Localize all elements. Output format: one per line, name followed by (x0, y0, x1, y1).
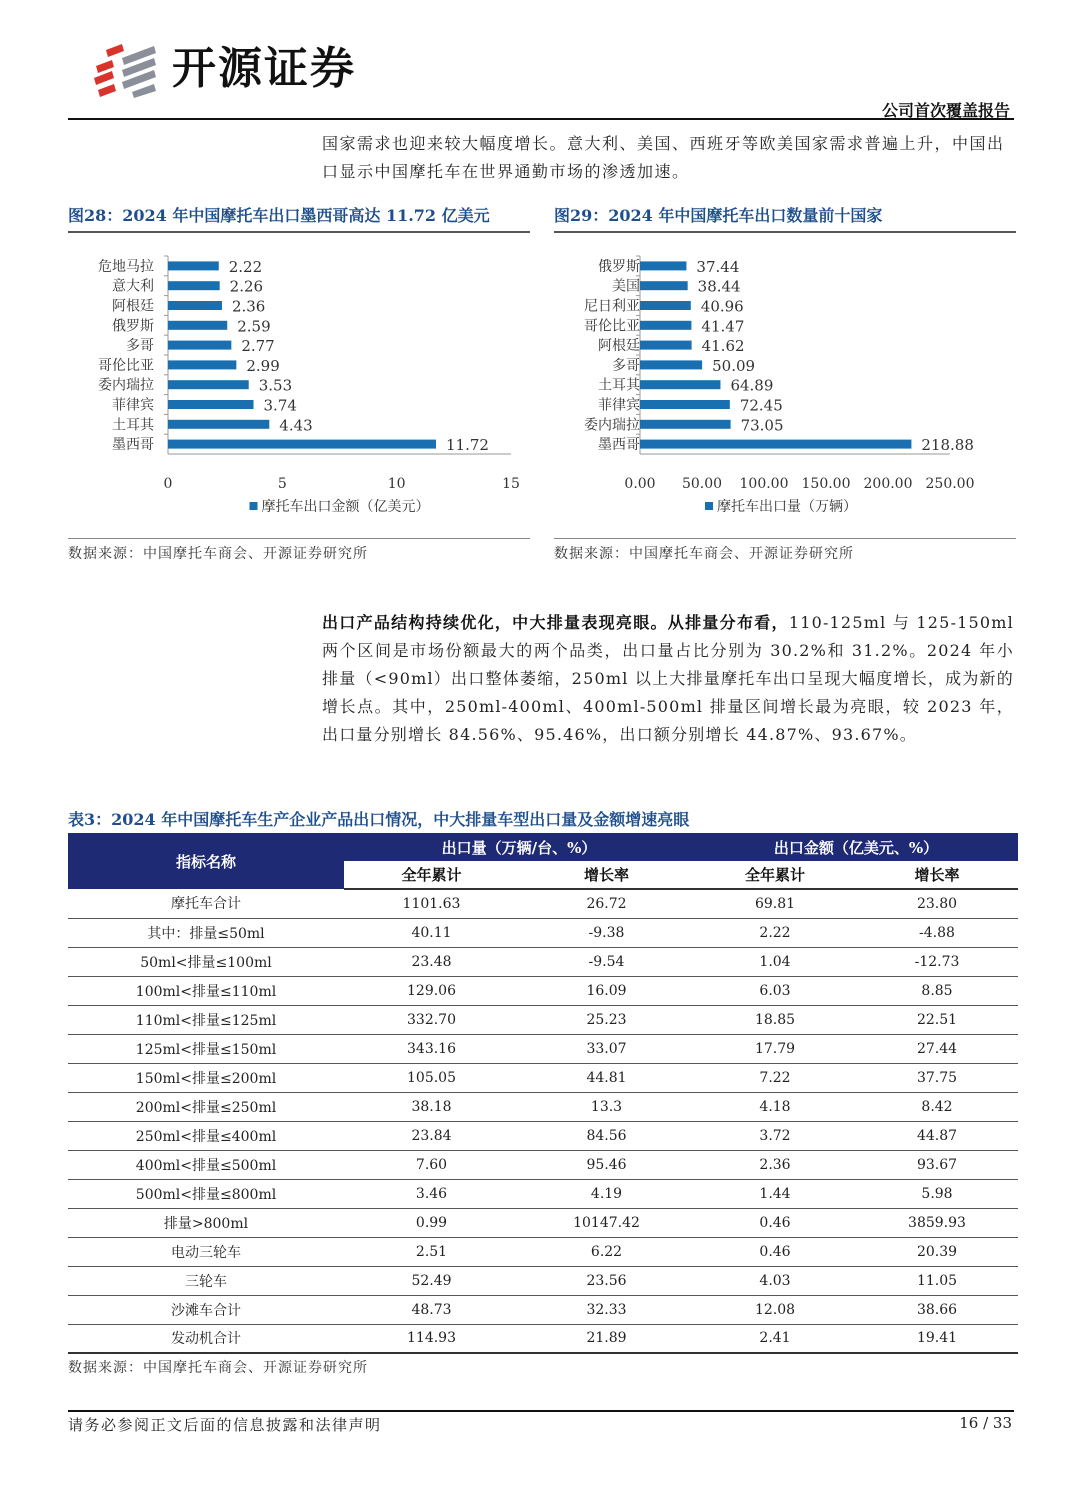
bar (640, 360, 702, 369)
fig28-chart (68, 238, 530, 528)
bar (640, 400, 730, 409)
bar (640, 341, 692, 350)
x-tick-label: 150.00 (801, 476, 851, 492)
x-tick-label: 0 (163, 476, 173, 492)
table-cell: 93.67 (856, 1150, 1018, 1179)
category-label: 墨西哥 (112, 437, 154, 454)
category-label: 菲律宾 (112, 397, 154, 414)
table-body (68, 889, 1018, 1353)
table-sub-value-growth: 增长率 (856, 861, 1018, 889)
table-cell: 7.60 (344, 1150, 519, 1179)
fig28-title: 图28：2024 年中国摩托车出口墨西哥高达 11.72 亿美元 (68, 203, 530, 233)
data-label: 2.22 (228, 257, 263, 276)
table-cell: 8.85 (856, 976, 1018, 1005)
table-cell: 32.33 (519, 1295, 694, 1324)
x-tick-label: 250.00 (925, 476, 975, 492)
data-label: 3.74 (263, 396, 297, 415)
table-cell: 52.49 (344, 1266, 519, 1295)
table-cell: 105.05 (344, 1063, 519, 1092)
table-cell: 44.87 (856, 1121, 1018, 1150)
table-row-label: 发动机合计 (68, 1324, 344, 1353)
table-cell: 2.41 (694, 1324, 856, 1353)
table-cell: 38.18 (344, 1092, 519, 1121)
table-cell: 3859.93 (856, 1208, 1018, 1237)
bar (168, 261, 219, 270)
table-cell: 4.19 (519, 1179, 694, 1208)
table-row (68, 1121, 1018, 1150)
table-cell: 23.48 (344, 947, 519, 976)
table-cell: 19.41 (856, 1324, 1018, 1353)
table-cell: 23.84 (344, 1121, 519, 1150)
category-label: 墨西哥 (598, 437, 640, 454)
data-label: 2.59 (237, 317, 271, 336)
x-tick-label: 0.00 (624, 476, 656, 492)
paragraph-body: 110-125ml 与 125-150ml 两个区间是市场份额最大的两个品类，出口量占比分别为 30.2%和 31.2%。2024 年小排量（<90ml）出口整体萎缩，250ml 以上大排量摩托车出口呈现大幅度增长，成为新的增长点。其中，250ml-400ml、400ml-500ml 排量区间增长最为亮眼，较 2023 年，出口量分别增长 84.56%、95.46%，出口额分别增长 44.87%、93.67%。 (322, 613, 1014, 744)
table-row (68, 1034, 1018, 1063)
table-cell: -9.54 (519, 947, 694, 976)
table-row (68, 1295, 1018, 1324)
category-label: 菲律宾 (598, 397, 640, 414)
table-cell: 13.3 (519, 1092, 694, 1121)
category-label: 哥伦比亚 (584, 318, 640, 335)
table-cell: 20.39 (856, 1237, 1018, 1266)
table-cell: 1101.63 (344, 889, 519, 918)
table-cell: 18.85 (694, 1005, 856, 1034)
table-row-label: 排量>800ml (68, 1208, 344, 1237)
table-cell: 23.80 (856, 889, 1018, 918)
table-cell: 1.44 (694, 1179, 856, 1208)
table-row-label: 200ml<排量≤250ml (68, 1092, 344, 1121)
table-sub-volume-total: 全年累计 (344, 861, 519, 889)
paragraph-lead: 出口产品结构持续优化，中大排量表现亮眼。从排量分布看， (322, 613, 789, 632)
table-cell: 5.98 (856, 1179, 1018, 1208)
export-table (68, 833, 1018, 1354)
data-label: 41.62 (701, 337, 745, 356)
table-cell: 84.56 (519, 1121, 694, 1150)
bar (640, 420, 731, 429)
legend-label: 摩托车出口量（万辆） (717, 499, 857, 515)
bar (168, 440, 436, 449)
header-rule (68, 118, 1014, 120)
table-cell: -12.73 (856, 947, 1018, 976)
table-cell: 44.81 (519, 1063, 694, 1092)
data-label: 2.99 (246, 356, 280, 375)
fig29-source: 数据来源：中国摩托车商会、开源证券研究所 (554, 546, 854, 562)
table-row (68, 889, 1018, 918)
fig29-title: 图29：2024 年中国摩托车出口数量前十国家 (554, 203, 1016, 233)
data-label: 50.09 (712, 356, 756, 375)
table-cell: 332.70 (344, 1005, 519, 1034)
intro-paragraph: 国家需求也迎来较大幅度增长。意大利、美国、西班牙等欧美国家需求普遍上升，中国出口显示中国摩托车在世界通勤市场的渗透加速。 (322, 134, 1005, 181)
page-number: 16 / 33 (959, 1414, 1012, 1432)
table-cell: 4.03 (694, 1266, 856, 1295)
table-cell: 38.66 (856, 1295, 1018, 1324)
category-label: 委内瑞拉 (584, 417, 640, 434)
data-label: 64.89 (730, 376, 774, 395)
data-label: 218.88 (921, 436, 974, 455)
x-tick-label: 5 (277, 476, 287, 492)
table-cell: 3.72 (694, 1121, 856, 1150)
table-head-name: 指标名称 (68, 833, 344, 889)
category-label: 多哥 (612, 357, 640, 374)
table-row (68, 976, 1018, 1005)
table-cell: 343.16 (344, 1034, 519, 1063)
category-label: 俄罗斯 (112, 318, 154, 335)
x-tick-label: 50.00 (681, 476, 723, 492)
fig29-chart (554, 238, 1016, 528)
table-cell: 25.23 (519, 1005, 694, 1034)
category-label: 尼日利亚 (584, 298, 640, 315)
report-type: 公司首次覆盖报告 (881, 101, 1010, 120)
table-cell: 2.36 (694, 1150, 856, 1179)
category-label: 俄罗斯 (598, 258, 640, 275)
bar (168, 341, 231, 350)
data-label: 2.26 (229, 277, 264, 296)
bar (640, 281, 688, 290)
table-row-label: 摩托车合计 (68, 889, 344, 918)
category-label: 美国 (612, 278, 640, 295)
table-cell: 21.89 (519, 1324, 694, 1353)
table-row-label: 三轮车 (68, 1266, 344, 1295)
category-label: 意大利 (112, 278, 154, 295)
bar (168, 281, 220, 290)
table-cell: 23.56 (519, 1266, 694, 1295)
bar (168, 321, 227, 330)
table-row-label: 沙滩车合计 (68, 1295, 344, 1324)
table-cell: 40.11 (344, 918, 519, 947)
x-tick-label: 100.00 (739, 476, 789, 492)
legend-label: 摩托车出口金额（亿美元） (261, 499, 430, 515)
table-cell: 8.42 (856, 1092, 1018, 1121)
data-label: 11.72 (445, 436, 489, 455)
table-cell: -9.38 (519, 918, 694, 947)
table-cell: 37.75 (856, 1063, 1018, 1092)
bar (640, 440, 911, 449)
table-row-label: 500ml<排量≤800ml (68, 1179, 344, 1208)
legend-swatch (705, 502, 713, 510)
table-row (68, 1063, 1018, 1092)
bar (168, 420, 269, 429)
table-row-label: 50ml<排量≤100ml (68, 947, 344, 976)
category-label: 危地马拉 (98, 258, 154, 275)
x-tick-label: 15 (502, 476, 520, 492)
table-cell: 17.79 (694, 1034, 856, 1063)
table-cell: 27.44 (856, 1034, 1018, 1063)
footer-disclaimer: 请务必参阅正文后面的信息披露和法律声明 (68, 1416, 382, 1434)
table-cell: 114.93 (344, 1324, 519, 1353)
table-cell: 48.73 (344, 1295, 519, 1324)
table3-source: 数据来源：中国摩托车商会、开源证券研究所 (68, 1360, 368, 1376)
category-label: 土耳其 (112, 417, 154, 434)
table-cell: 26.72 (519, 889, 694, 918)
table-row-label: 110ml<排量≤125ml (68, 1005, 344, 1034)
logo-mark-icon (92, 40, 168, 98)
category-label: 阿根廷 (112, 298, 154, 315)
table-row (68, 1150, 1018, 1179)
data-label: 2.36 (231, 297, 266, 316)
table-cell: -4.88 (856, 918, 1018, 947)
table-head-volume: 出口量（万辆/台、%） (344, 833, 694, 861)
table-row (68, 918, 1018, 947)
table-cell: 16.09 (519, 976, 694, 1005)
fig28-source-rule (68, 538, 530, 539)
table-cell: 11.05 (856, 1266, 1018, 1295)
table-row (68, 1324, 1018, 1353)
table-row-label: 其中：排量≤50ml (68, 918, 344, 947)
table-cell: 33.07 (519, 1034, 694, 1063)
data-label: 4.43 (279, 416, 313, 435)
table-cell: 0.46 (694, 1237, 856, 1266)
table-row (68, 1237, 1018, 1266)
brand-name: 开源证券 (172, 43, 356, 94)
category-label: 哥伦比亚 (98, 357, 154, 374)
data-label: 41.47 (701, 317, 745, 336)
table-cell: 7.22 (694, 1063, 856, 1092)
table-row (68, 1266, 1018, 1295)
fig28-source: 数据来源：中国摩托车商会、开源证券研究所 (68, 546, 368, 562)
table-cell: 0.99 (344, 1208, 519, 1237)
table-cell: 129.06 (344, 976, 519, 1005)
table-cell: 6.22 (519, 1237, 694, 1266)
data-label: 3.53 (258, 376, 293, 395)
table-row (68, 1179, 1018, 1208)
bar (168, 380, 249, 389)
table-row-label: 100ml<排量≤110ml (68, 976, 344, 1005)
table-row-label: 125ml<排量≤150ml (68, 1034, 344, 1063)
table-cell: 0.46 (694, 1208, 856, 1237)
table-row-label: 400ml<排量≤500ml (68, 1150, 344, 1179)
category-label: 多哥 (126, 338, 154, 355)
bar (640, 321, 691, 330)
brand-logo (92, 40, 392, 98)
fig29-source-rule (554, 538, 1016, 539)
table-cell: 3.46 (344, 1179, 519, 1208)
table-cell: 1.04 (694, 947, 856, 976)
category-label: 委内瑞拉 (98, 377, 154, 394)
table-row (68, 1092, 1018, 1121)
bar (168, 400, 254, 409)
footer-rule (68, 1410, 1014, 1412)
table-cell: 12.08 (694, 1295, 856, 1324)
data-label: 72.45 (739, 396, 783, 415)
table-row-label: 250ml<排量≤400ml (68, 1121, 344, 1150)
table-cell: 22.51 (856, 1005, 1018, 1034)
table-head-value: 出口金额（亿美元、%） (694, 833, 1018, 861)
x-tick-label: 200.00 (863, 476, 913, 492)
bar (640, 380, 720, 389)
table-sub-volume-growth: 增长率 (519, 861, 694, 889)
data-label: 37.44 (696, 257, 740, 276)
table-row (68, 1208, 1018, 1237)
body-paragraph (322, 609, 1014, 749)
bar (640, 261, 686, 270)
table-row (68, 947, 1018, 976)
table-cell: 2.22 (694, 918, 856, 947)
table3-title: 表3：2024 年中国摩托车生产企业产品出口情况，中大排量车型出口量及金额增速亮眼 (68, 810, 690, 829)
bar (168, 360, 236, 369)
data-label: 38.44 (697, 277, 741, 296)
table-cell: 69.81 (694, 889, 856, 918)
table-cell: 4.18 (694, 1092, 856, 1121)
data-label: 2.77 (241, 337, 275, 356)
table-sub-value-total: 全年累计 (694, 861, 856, 889)
table-cell: 10147.42 (519, 1208, 694, 1237)
legend-swatch (250, 502, 258, 510)
category-label: 土耳其 (598, 377, 640, 394)
table-cell: 95.46 (519, 1150, 694, 1179)
table-row-label: 150ml<排量≤200ml (68, 1063, 344, 1092)
data-label: 73.05 (740, 416, 784, 435)
table-cell: 2.51 (344, 1237, 519, 1266)
bar (640, 301, 691, 310)
table-cell: 6.03 (694, 976, 856, 1005)
table-row-label: 电动三轮车 (68, 1237, 344, 1266)
data-label: 40.96 (700, 297, 744, 316)
bar (168, 301, 222, 310)
category-label: 阿根廷 (598, 338, 640, 355)
x-tick-label: 10 (387, 476, 406, 492)
table-row (68, 1005, 1018, 1034)
